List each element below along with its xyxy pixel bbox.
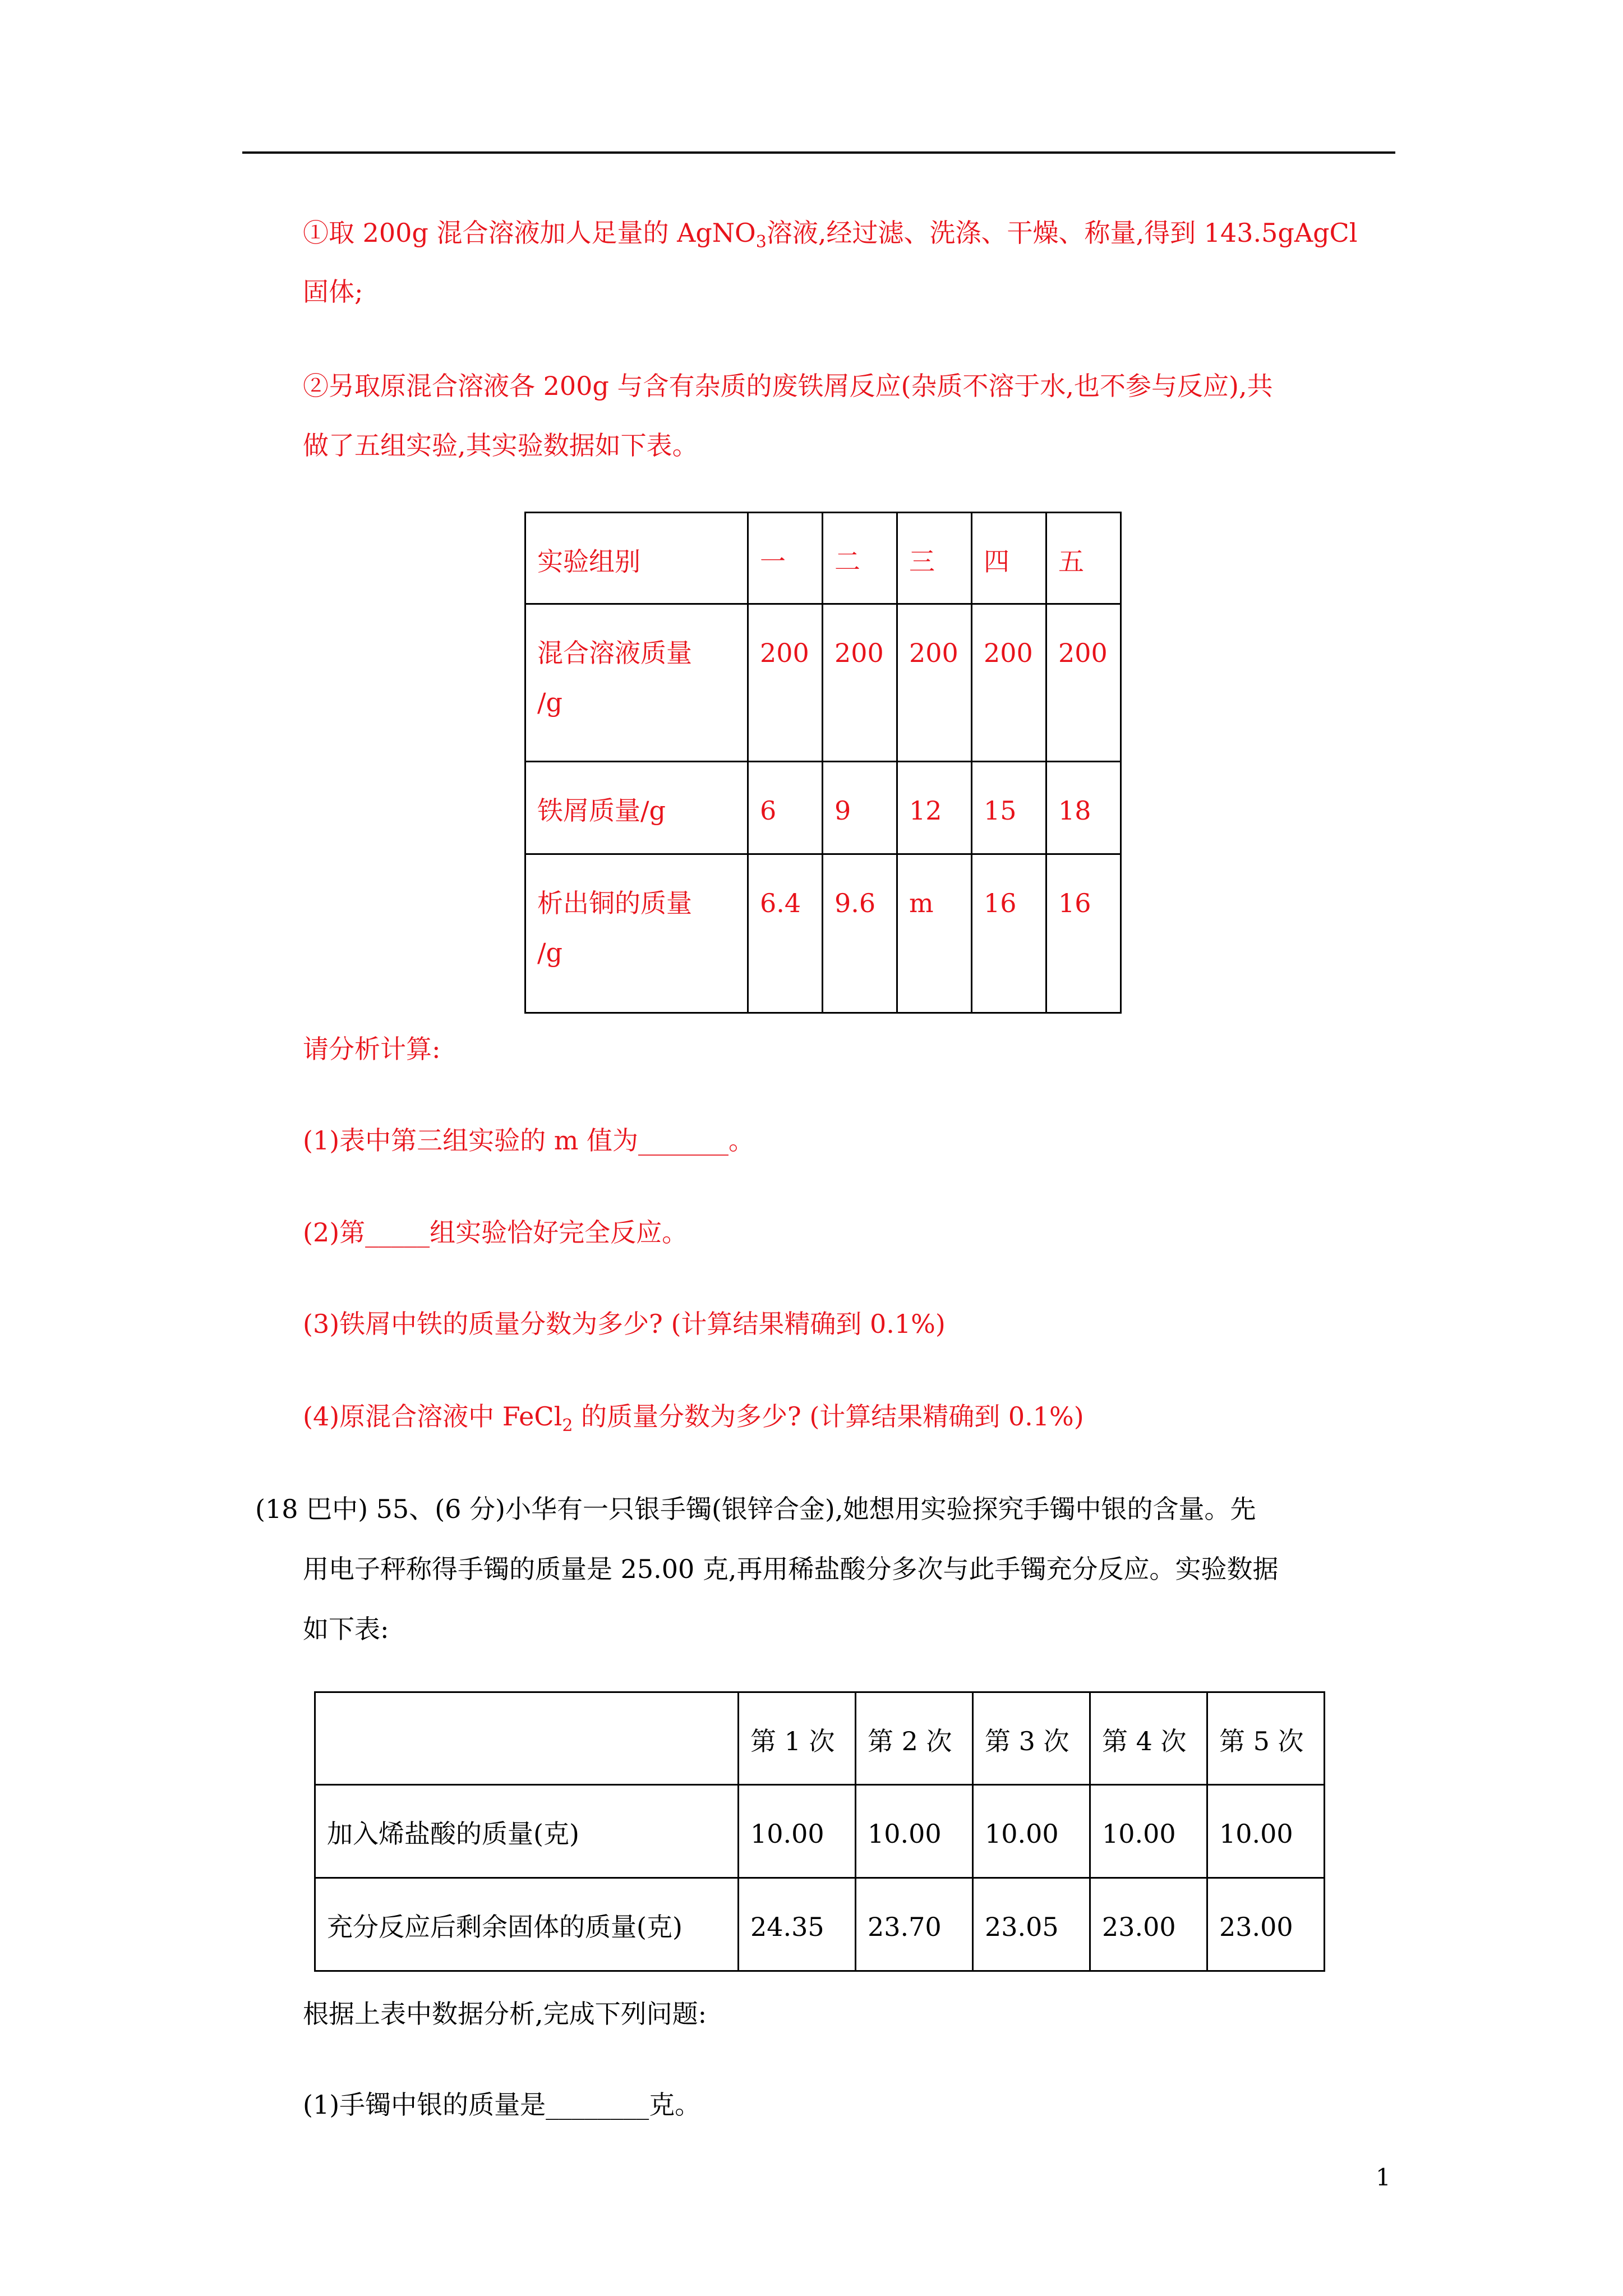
table-cell: 23.00	[1090, 1878, 1207, 1971]
problem55-line2: 用电子秤称得手镯的质量是 25.00 克,再用稀盐酸分多次与此手镯充分反应。实验数据	[303, 1554, 1279, 1584]
table-header-cell: 三	[897, 513, 972, 604]
table-row	[525, 762, 1121, 854]
table-row	[315, 1878, 1325, 1971]
question-3: (3)铁屑中铁的质量分数为多少? (计算结果精确到 0.1%)	[303, 1309, 946, 1339]
table-cell: 15	[972, 762, 1046, 854]
table-row	[315, 1785, 1325, 1878]
table-cell: 200	[823, 604, 897, 762]
table-cell: 200	[748, 604, 823, 762]
table-cell: 6.4	[748, 854, 823, 1013]
question-4: (4)原混合溶液中 FeCl$_2$ 的质量分数为多少? (计算结果精确到 0.1%)	[303, 1401, 1084, 1435]
question-55-1: (1)手镯中银的质量是________克。	[303, 2090, 701, 2120]
question-2: (2)第_____组实验恰好完全反应。	[303, 1217, 688, 1248]
table-header-cell: 二	[823, 513, 897, 604]
table-cell: 23.00	[1207, 1878, 1325, 1971]
experiment-table	[524, 512, 1122, 1014]
table-header-cell: 第 5 次	[1207, 1692, 1325, 1785]
table-cell: 18	[1046, 762, 1121, 854]
table-row	[315, 1692, 1325, 1785]
item1-line2: 固体;	[303, 277, 363, 307]
table-cell: 10.00	[1090, 1785, 1207, 1878]
table-row-label: 充分反应后剩余固体的质量(克)	[315, 1878, 739, 1971]
item1-line1: ①取 200g 混合溶液加人足量的 AgNO$_3$溶液,经过滤、洗涤、干燥、称量,得到 143.5gAgCl	[303, 218, 1358, 252]
table-header-cell: 第 4 次	[1090, 1692, 1207, 1785]
problem55-line3: 如下表:	[303, 1614, 389, 1644]
table-row	[525, 854, 1121, 1013]
table-header-cell: 一	[748, 513, 823, 604]
table-row-label: 加入烯盐酸的质量(克)	[315, 1785, 739, 1878]
item2-line2: 做了五组实验,其实验数据如下表。	[303, 430, 698, 461]
table-cell: 12	[897, 762, 972, 854]
table-row	[525, 513, 1121, 604]
table-cell: 23.05	[973, 1878, 1090, 1971]
table-header-cell: 第 3 次	[973, 1692, 1090, 1785]
table-header-cell: 实验组别	[525, 513, 748, 604]
table-cell: 10.00	[1207, 1785, 1325, 1878]
table-row-label: 混合溶液质量 /g	[525, 604, 748, 762]
table-cell: 9.6	[823, 854, 897, 1013]
table-cell: 23.70	[856, 1878, 973, 1971]
table-cell: 16	[972, 854, 1046, 1013]
table-cell: 10.00	[856, 1785, 973, 1878]
table-cell: 10.00	[973, 1785, 1090, 1878]
table-row-label: 析出铜的质量 /g	[525, 854, 748, 1013]
question-1: (1)表中第三组实验的 m 值为_______。	[303, 1125, 755, 1156]
table-cell: 10.00	[739, 1785, 856, 1878]
analysis-intro: 请分析计算:	[303, 1034, 441, 1064]
table-cell: 9	[823, 762, 897, 854]
table-cell: 200	[897, 604, 972, 762]
item2-line1: ②另取原混合溶液各 200g 与含有杂质的废铁屑反应(杂质不溶于水,也不参与反应),共	[303, 371, 1273, 401]
header-rule	[242, 151, 1395, 154]
table-row	[525, 604, 1121, 762]
table-header-cell: 五	[1046, 513, 1121, 604]
table-cell: 6	[748, 762, 823, 854]
problem55-line1: (18 巴中) 55、(6 分)小华有一只银手镯(银锌合金),她想用实验探究手镯中银的含量。先	[255, 1494, 1256, 1524]
table-cell: 200	[972, 604, 1046, 762]
table-cell: m	[897, 854, 972, 1013]
table-row-label: 铁屑质量/g	[525, 762, 748, 854]
table-cell: 200	[1046, 604, 1121, 762]
table-header-cell: 第 1 次	[739, 1692, 856, 1785]
bracelet-table	[314, 1691, 1325, 1972]
table-header-cell	[315, 1692, 739, 1785]
table-cell: 16	[1046, 854, 1121, 1013]
table-header-cell: 四	[972, 513, 1046, 604]
table-header-cell: 第 2 次	[856, 1692, 973, 1785]
table-cell: 24.35	[739, 1878, 856, 1971]
page-number: 1	[1376, 2164, 1391, 2191]
after-table-text: 根据上表中数据分析,完成下列问题:	[303, 1999, 707, 2029]
